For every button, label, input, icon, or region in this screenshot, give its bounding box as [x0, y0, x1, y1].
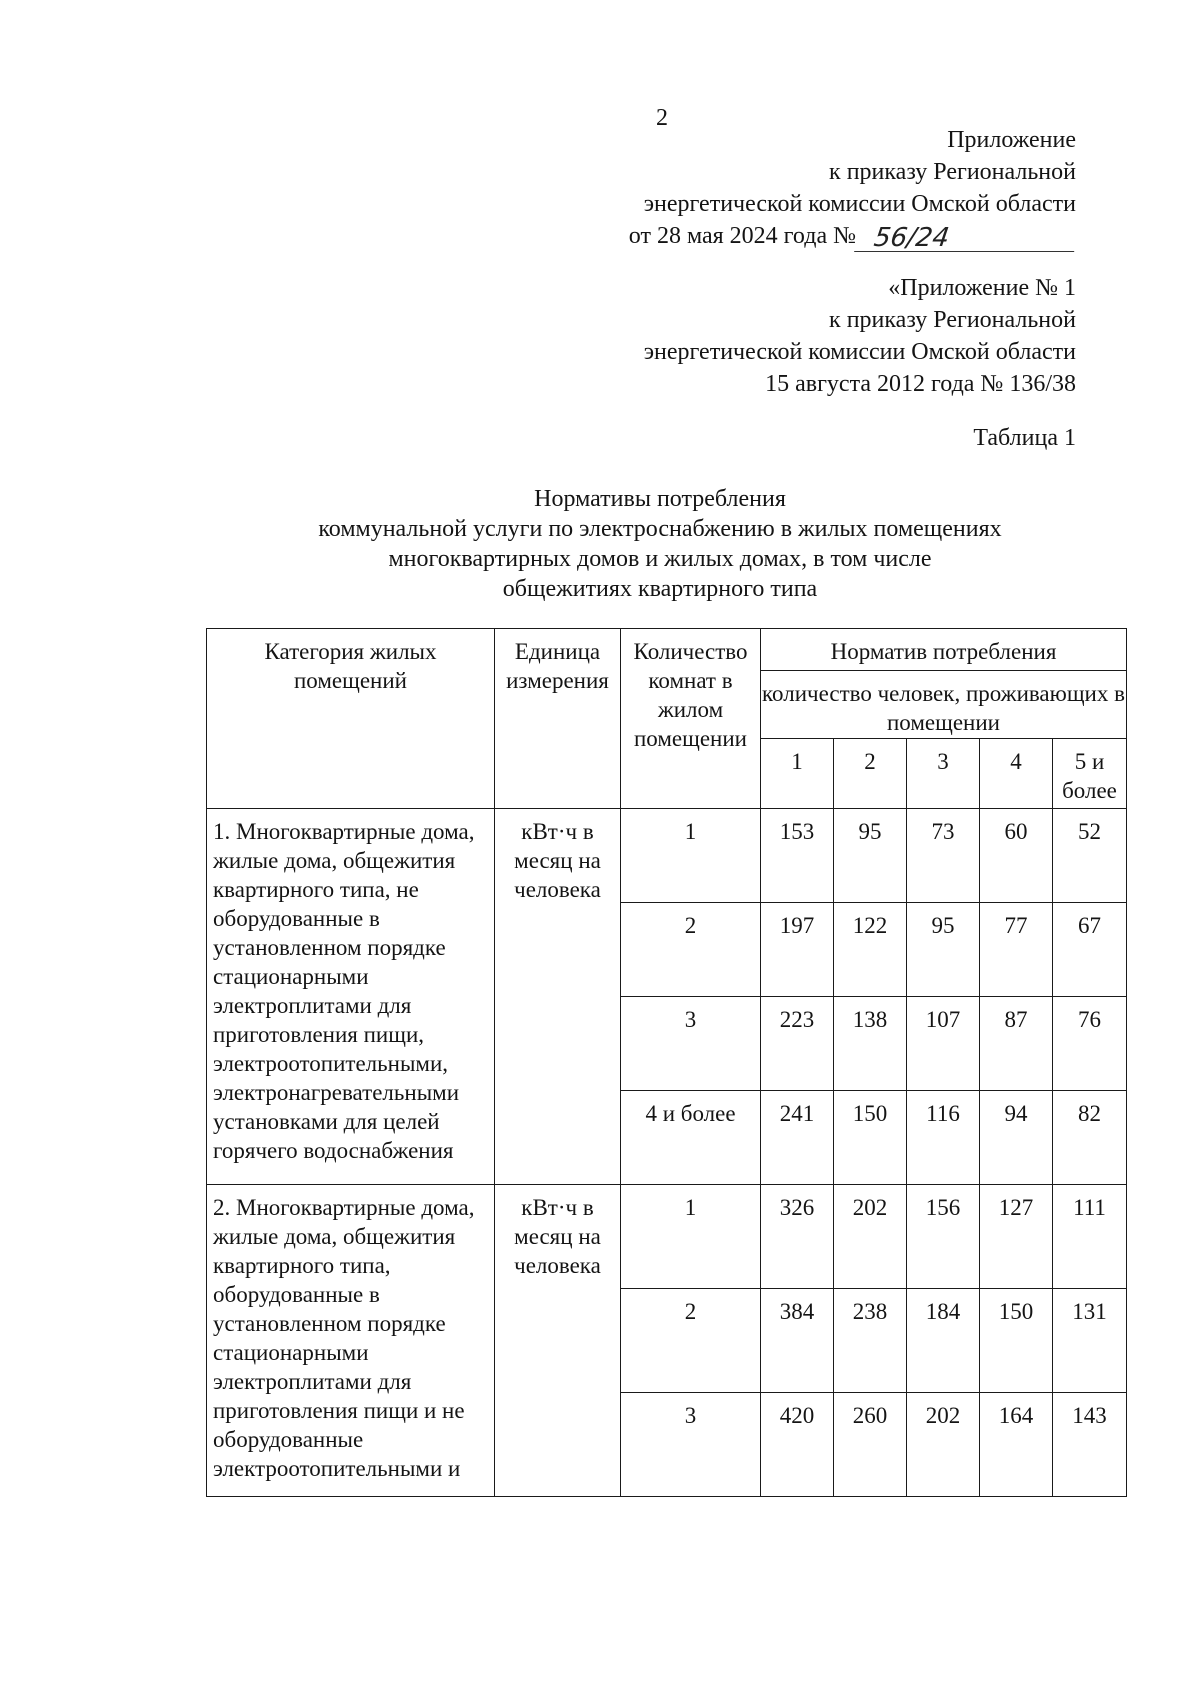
title-line: Нормативы потребления: [534, 486, 786, 512]
table-label: Таблица 1: [973, 425, 1076, 451]
value-cell: 82: [1053, 1091, 1127, 1185]
appendix-line: энергетической комиссии Омской области: [643, 339, 1076, 365]
unit-cell: кВт·ч в месяц на человека: [495, 1185, 621, 1497]
rooms-cell: 2: [621, 1289, 761, 1393]
header-rooms: Количество комнат в жилом помещении: [621, 629, 761, 809]
rooms-cell: 3: [621, 1393, 761, 1497]
value-cell: 238: [834, 1289, 907, 1393]
page-number: 2: [656, 105, 668, 131]
appendix-line: Приложение: [947, 127, 1076, 153]
value-cell: 131: [1053, 1289, 1127, 1393]
value-cell: 107: [907, 997, 980, 1091]
value-cell: 184: [907, 1289, 980, 1393]
value-cell: 52: [1053, 809, 1127, 903]
appendix-line: 15 августа 2012 года № 136/38: [765, 371, 1076, 397]
consumption-norms-table: [206, 628, 1127, 1497]
original-appendix-header: [644, 272, 1076, 400]
value-cell: 67: [1053, 903, 1127, 997]
value-cell: 95: [907, 903, 980, 997]
header-people-count: 1: [761, 739, 834, 809]
appendix-line: «Приложение № 1: [888, 275, 1076, 301]
header-norm: Норматив потребления: [761, 629, 1127, 671]
category-cell: 1. Многоквартирные дома, жилые дома, общежития квартирного типа, не оборудованные в установленном порядке стационарными электроплитами для приготовления пищи, электроотопительными, электронагревательными установками для целей горячего водоснабжения: [207, 809, 495, 1185]
title-line: общежитиях квартирного типа: [502, 576, 818, 602]
handwritten-order-number: 56/24: [854, 225, 1078, 252]
value-cell: 197: [761, 903, 834, 997]
value-cell: 127: [980, 1185, 1053, 1289]
rooms-cell: 1: [621, 809, 761, 903]
value-cell: 138: [834, 997, 907, 1091]
appendix-line: к приказу Региональной: [829, 307, 1076, 333]
value-cell: 116: [907, 1091, 980, 1185]
rooms-cell: 4 и более: [621, 1091, 761, 1185]
value-cell: 202: [907, 1393, 980, 1497]
value-cell: 95: [834, 809, 907, 903]
header-people-count: 3: [907, 739, 980, 809]
header-people-count: 4: [980, 739, 1053, 809]
unit-cell: кВт·ч в месяц на человека: [495, 809, 621, 1185]
header-people-count: 2: [834, 739, 907, 809]
value-cell: 143: [1053, 1393, 1127, 1497]
rooms-cell: 1: [621, 1185, 761, 1289]
value-cell: 241: [761, 1091, 834, 1185]
value-cell: 76: [1053, 997, 1127, 1091]
value-cell: 77: [980, 903, 1053, 997]
value-cell: 153: [761, 809, 834, 903]
title-line: коммунальной услуги по электроснабжению в жилых помещениях: [318, 516, 1002, 542]
header-unit: Единица измерения: [495, 629, 621, 809]
title-line: многоквартирных домов и жилых домах, в том числе: [388, 546, 932, 572]
order-date: от 28 мая 2024 года №: [628, 223, 856, 249]
value-cell: 94: [980, 1091, 1053, 1185]
value-cell: 420: [761, 1393, 834, 1497]
header-people: количество человек, проживающих в помещении: [761, 671, 1127, 739]
value-cell: 111: [1053, 1185, 1127, 1289]
appendix-line: энергетической комиссии Омской области: [643, 191, 1076, 217]
table-row: [207, 1185, 1127, 1289]
appendix-header: [629, 124, 1076, 252]
value-cell: 122: [834, 903, 907, 997]
value-cell: 202: [834, 1185, 907, 1289]
value-cell: 384: [761, 1289, 834, 1393]
value-cell: 87: [980, 997, 1053, 1091]
rooms-cell: 3: [621, 997, 761, 1091]
value-cell: 156: [907, 1185, 980, 1289]
value-cell: 73: [907, 809, 980, 903]
value-cell: 260: [834, 1393, 907, 1497]
value-cell: 164: [980, 1393, 1053, 1497]
category-cell: 2. Многоквартирные дома, жилые дома, общежития квартирного типа, оборудованные в установленном порядке стационарными электроплитами для приготовления пищи и не оборудованные электроотопительными и: [207, 1185, 495, 1497]
table-row: [207, 809, 1127, 903]
header-category: Категория жилых помещений: [207, 629, 495, 809]
table-title: [160, 484, 1160, 604]
header-people-count: 5 и более: [1053, 739, 1127, 809]
value-cell: 60: [980, 809, 1053, 903]
value-cell: 150: [980, 1289, 1053, 1393]
order-number-line: [629, 220, 1076, 252]
value-cell: 150: [834, 1091, 907, 1185]
appendix-line: к приказу Региональной: [829, 159, 1076, 185]
value-cell: 326: [761, 1185, 834, 1289]
rooms-cell: 2: [621, 903, 761, 997]
value-cell: 223: [761, 997, 834, 1091]
